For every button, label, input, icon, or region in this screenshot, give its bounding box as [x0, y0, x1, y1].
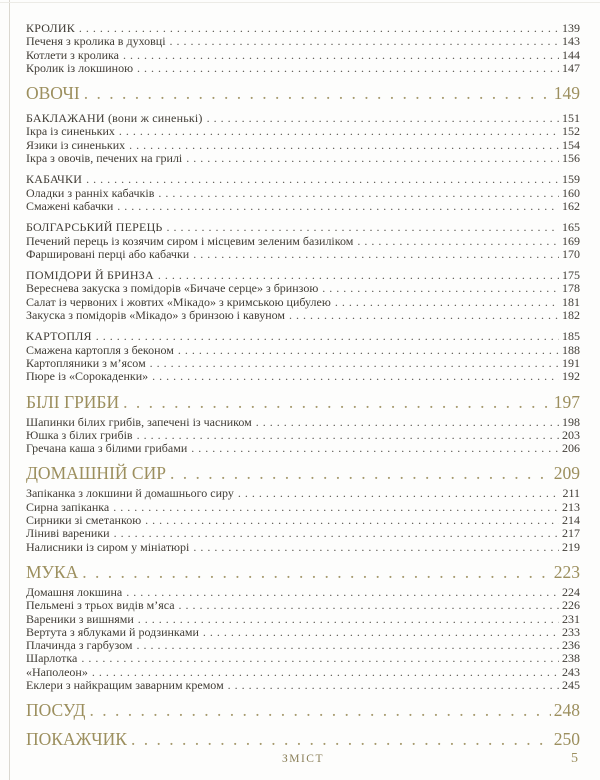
- toc-entry-page: 192: [562, 369, 580, 384]
- page-top-edge: [0, 2, 600, 3]
- toc-entry-page: 160: [562, 185, 580, 200]
- toc-entry-item: [26, 370, 580, 383]
- toc-entry-title: «Наполеон»: [26, 664, 88, 679]
- toc-entry-page: 181: [562, 294, 580, 309]
- toc-entry-title: КАБАЧКИ: [26, 172, 83, 187]
- footer-running-title: ЗМІСТ: [281, 753, 324, 766]
- toc-entry-page: 245: [562, 677, 580, 692]
- toc-entry-subsection: [26, 112, 580, 125]
- toc-entry-page: 169: [562, 233, 580, 248]
- toc-entry-page: 223: [553, 561, 580, 582]
- toc-entry-page: 206: [562, 441, 580, 456]
- toc-entry-title: Плачинда з гарбузом: [26, 638, 133, 653]
- toc-entry-item: [26, 501, 580, 514]
- toc-entry-subsection: [26, 221, 580, 234]
- toc-entry-title: ОВОЧІ: [26, 83, 80, 104]
- toc-entry-page: 209: [553, 463, 580, 484]
- toc-entry-item: [26, 62, 580, 75]
- dot-leader: [129, 139, 559, 152]
- toc-entry-page: 147: [562, 60, 580, 75]
- toc-entry-title: Печеня з кролика в духовці: [26, 34, 166, 49]
- dot-leader: [82, 562, 550, 583]
- toc-entry-title: БОЛГАРСЬКИЙ ПЕРЕЦЬ: [26, 220, 163, 235]
- dot-leader: [145, 514, 559, 527]
- toc-entry-section: [26, 700, 580, 721]
- dot-leader: [170, 35, 559, 48]
- toc-entry-page: 162: [562, 198, 580, 213]
- toc-entry-item: [26, 309, 580, 322]
- toc-entry-title: Ікра із синеньких: [26, 124, 115, 139]
- toc-entry-title: БІЛІ ГРИБИ: [26, 391, 120, 412]
- dot-leader: [126, 586, 559, 599]
- toc-entry-page: 144: [562, 47, 580, 62]
- toc-entry-item: [26, 626, 580, 639]
- dot-leader: [119, 125, 559, 138]
- toc-entry-title: Сирники зі сметанкою: [26, 513, 142, 528]
- dot-leader: [114, 527, 559, 540]
- toc-entry-page: 165: [562, 220, 580, 235]
- toc-entry-title: Закуска з помідорів «Мікадо» з бринзою і кавуном: [26, 308, 286, 323]
- dot-leader: [178, 344, 559, 357]
- toc-entry-title: Котлети з кролика: [26, 47, 119, 62]
- toc-entry-item: [26, 139, 580, 152]
- toc-entry-title: Печений перець із козячим сиром і місцевим зеленим базиліком: [26, 233, 354, 248]
- toc-entry-page: 170: [562, 246, 580, 261]
- toc-entry-section: [26, 463, 580, 484]
- toc-entry-title: Кролик із локшиною: [26, 60, 134, 75]
- toc-entry-title: Домашня локшина: [26, 584, 123, 599]
- toc-entry-item: [26, 49, 580, 62]
- dot-leader: [86, 173, 559, 186]
- toc-entry-title: Запіканка з локшини й домашнього сиру: [26, 486, 234, 501]
- toc-entry-page: 213: [562, 499, 580, 514]
- toc-entry-title: ДОМАШНІЙ СИР: [26, 463, 166, 484]
- toc-entry-page: 214: [562, 513, 580, 528]
- dot-leader: [322, 282, 559, 295]
- dot-leader: [150, 357, 559, 370]
- dot-leader: [357, 235, 559, 248]
- toc-entry-item: [26, 599, 580, 612]
- toc-entry-page: 219: [562, 539, 580, 554]
- toc-entry-subsection: [26, 22, 580, 35]
- dot-leader: [170, 463, 551, 484]
- toc-entry-page: 175: [562, 268, 580, 283]
- dot-leader: [289, 309, 559, 322]
- toc-entry-subsection: [26, 173, 580, 186]
- toc-entry-page: 156: [562, 151, 580, 166]
- toc-entry-page: 178: [562, 281, 580, 296]
- toc-entry-title: Ліниві вареники: [26, 526, 110, 541]
- toc-entry-item: [26, 357, 580, 370]
- toc-entry-item: [26, 429, 580, 442]
- toc-entry-title: ПОКАЖЧИК: [26, 729, 127, 750]
- dot-leader: [186, 152, 559, 165]
- toc-entry-page: 250: [553, 729, 580, 750]
- toc-entry-title: Юшка з білих грибів: [26, 427, 133, 442]
- dot-leader: [84, 83, 551, 104]
- toc-entry-page: 185: [562, 329, 580, 344]
- dot-leader: [113, 501, 559, 514]
- toc-entry-title: Пельмені з трьох видів м’яса: [26, 598, 175, 613]
- toc-entry-item: [26, 679, 580, 692]
- dot-leader: [138, 613, 559, 626]
- footer-page-number: 5: [571, 751, 578, 767]
- dot-leader: [228, 679, 559, 692]
- toc-entry-item: [26, 652, 580, 665]
- page-footer: [26, 753, 580, 771]
- toc-entry-title: Вертута з яблуками й родзинками: [26, 624, 199, 639]
- toc-entry-item: [26, 200, 580, 213]
- toc-entry-page: 143: [562, 34, 580, 49]
- toc-entry-title: БАКЛАЖАНИ (вони ж синенькі): [26, 111, 203, 126]
- toc-entry-item: [26, 442, 580, 455]
- toc-entry-page: 154: [562, 137, 580, 152]
- toc-entry-title: Пюре із «Сорокаденки»: [26, 369, 149, 384]
- toc-entry-title: ПОМІДОРИ Й БРИНЗА: [26, 268, 154, 283]
- toc-entry-section: [26, 562, 580, 583]
- toc-entry-title: Шарлотка: [26, 651, 78, 666]
- toc-entry-page: 236: [562, 638, 580, 653]
- toc-entry-item: [26, 487, 580, 500]
- page-edge-line: [9, 0, 10, 780]
- toc-entry-page: 231: [562, 611, 580, 626]
- toc-entry-title: Смажені кабачки: [26, 198, 114, 213]
- toc-entry-item: [26, 639, 580, 652]
- toc-entry-title: КАРТОПЛЯ: [26, 329, 92, 344]
- dot-leader: [137, 429, 559, 442]
- toc-entry-page: 238: [562, 651, 580, 666]
- toc-entry-page: 159: [562, 172, 580, 187]
- toc-entry-page: 151: [562, 111, 580, 126]
- toc-entry-page: 197: [553, 391, 580, 412]
- toc-entry-item: [26, 344, 580, 357]
- toc-entry-subsection: [26, 330, 580, 343]
- dot-leader: [238, 487, 560, 500]
- dot-leader: [96, 330, 559, 343]
- toc-entry-section: [26, 83, 580, 104]
- toc-entry-page: 248: [553, 700, 580, 721]
- toc-entry-title: Оладки з ранніх кабачків: [26, 185, 155, 200]
- toc-entry-title: Сирна запіканка: [26, 499, 110, 514]
- toc-entry-item: [26, 235, 580, 248]
- toc-entry-subsection: [26, 269, 580, 282]
- toc-entry-page: 198: [562, 414, 580, 429]
- toc-entry-item: [26, 416, 580, 429]
- dot-leader: [79, 22, 559, 35]
- toc-entry-title: Смажена картопля з беконом: [26, 342, 174, 357]
- toc-entry-title: МУКА: [26, 561, 79, 582]
- toc-entry-item: [26, 187, 580, 200]
- toc-entry-title: Налисники із сиром у мініатюрі: [26, 539, 190, 554]
- toc-entry-item: [26, 613, 580, 626]
- dot-leader: [193, 541, 559, 554]
- dot-leader: [123, 49, 559, 62]
- toc-entry-title: Салат із червоних і жовтих «Мікадо» з кримською цибулею: [26, 294, 331, 309]
- toc-entry-title: ПОСУД: [26, 700, 86, 721]
- toc-entry-item: [26, 35, 580, 48]
- toc-entry-item: [26, 514, 580, 527]
- toc-entry-item: [26, 666, 580, 679]
- toc-entry-page: 226: [562, 598, 580, 613]
- toc-entry-item: [26, 125, 580, 138]
- dot-leader: [179, 599, 559, 612]
- dot-leader: [137, 62, 559, 75]
- dot-leader: [158, 187, 559, 200]
- dot-leader: [123, 392, 551, 413]
- dot-leader: [90, 700, 551, 721]
- toc-entry-section: [26, 729, 580, 750]
- toc-entry-section: [26, 392, 580, 413]
- toc-entry-page: 188: [562, 342, 580, 357]
- toc-entry-page: 224: [562, 584, 580, 599]
- toc-entry-item: [26, 541, 580, 554]
- toc-list: [26, 22, 580, 753]
- toc-entry-page: 203: [562, 427, 580, 442]
- dot-leader: [158, 269, 559, 282]
- dot-leader: [207, 112, 559, 125]
- toc-entry-page: 182: [562, 308, 580, 323]
- toc-entry-page: 211: [562, 486, 580, 501]
- toc-entry-title: КРОЛИК: [26, 21, 75, 35]
- toc-entry-title: Ікра з овочів, печених на грилі: [26, 151, 183, 166]
- toc-entry-item: [26, 152, 580, 165]
- dot-leader: [256, 416, 559, 429]
- dot-leader: [81, 652, 559, 665]
- dot-leader: [131, 729, 551, 750]
- toc-entry-page: 191: [562, 355, 580, 370]
- toc-entry-item: [26, 296, 580, 309]
- toc-entry-item: [26, 248, 580, 261]
- toc-entry-title: Гречана каша з білими грибами: [26, 441, 188, 456]
- toc-entry-page: 149: [553, 83, 580, 104]
- toc-entry-page: 139: [562, 21, 580, 35]
- dot-leader: [136, 639, 559, 652]
- toc-entry-title: Картопляники з м’ясом: [26, 355, 146, 370]
- toc-entry-item: [26, 586, 580, 599]
- dot-leader: [203, 626, 559, 639]
- toc-entry-page: 243: [562, 664, 580, 679]
- dot-leader: [167, 221, 559, 234]
- toc-entry-title: Шапинки білих грибів, запечені із часником: [26, 414, 252, 429]
- dot-leader: [335, 296, 559, 309]
- toc-entry-item: [26, 527, 580, 540]
- dot-leader: [191, 442, 559, 455]
- toc-entry-title: Фаршировані перці або кабачки: [26, 246, 190, 261]
- toc-entry-title: Вареники з вишнями: [26, 611, 134, 626]
- dot-leader: [92, 666, 559, 679]
- toc-entry-page: 233: [562, 624, 580, 639]
- toc-entry-title: Еклери з найкращим заварним кремом: [26, 677, 224, 692]
- dot-leader: [193, 248, 559, 261]
- dot-leader: [117, 200, 559, 213]
- toc-entry-page: 217: [562, 526, 580, 541]
- toc-entry-title: Язики із синеньких: [26, 137, 126, 152]
- toc-entry-title: Вереснева закуска з помідорів «Бичаче серце» з бринзою: [26, 281, 319, 296]
- toc-entry-item: [26, 282, 580, 295]
- toc-entry-page: 152: [562, 124, 580, 139]
- dot-leader: [152, 370, 559, 383]
